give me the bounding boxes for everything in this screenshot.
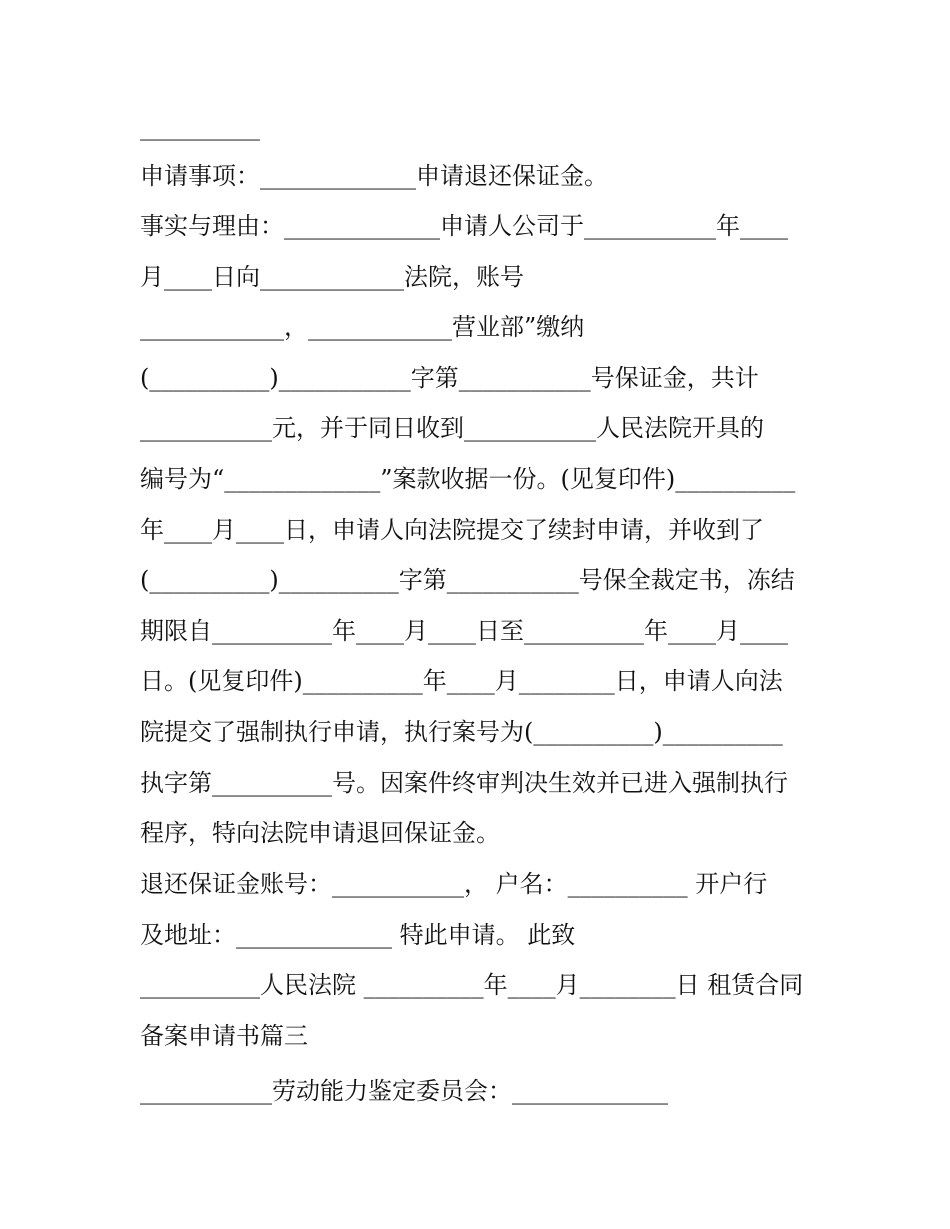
text-line-2: 申请事项：_____________申请退还保证金。 xyxy=(140,162,608,190)
text-line-1: __________ xyxy=(140,113,260,141)
text-line-15: 程序，特向法院申请退回保证金。 xyxy=(140,819,500,847)
text-line-10: (__________)__________字第___________号保全裁定书，冻结 xyxy=(140,566,795,594)
text-line-9: 年____月____日，申请人向法院提交了续封申请，并收到了 xyxy=(140,516,764,544)
text-line-7: ___________元，并于同日收到___________人民法院开具的 xyxy=(140,414,764,442)
text-line-14: 执字第__________号。因案件终审判决生效并已进入强制执行 xyxy=(140,769,788,797)
text-line-18: __________人民法院 __________年____月________日 租赁合同 xyxy=(140,971,804,999)
text-line-11: 期限自__________年____月____日至__________年____月____ xyxy=(140,617,788,645)
text-line-5: ____________，____________营业部”缴纳 xyxy=(140,313,585,341)
text-line-8: 编号为“_____________”案款收据一份。(见复印件)__________ xyxy=(140,465,796,493)
text-line-4: 月____日向____________法院，账号 xyxy=(140,263,524,291)
text-line-12: 日。(见复印件)__________年____月________日，申请人向法 xyxy=(140,667,783,695)
text-line-3: 事实与理由：_____________申请人公司于___________年____ xyxy=(140,212,788,240)
text-line-17: 及地址：_____________ 特此申请。 此致 xyxy=(140,921,576,949)
text-line-20: ___________劳动能力鉴定委员会：_____________ xyxy=(140,1077,668,1105)
text-line-16: 退还保证金账号：___________， 户名：__________ 开户行 xyxy=(140,870,768,898)
text-line-13: 院提交了强制执行申请，执行案号为(__________)__________ xyxy=(140,718,783,746)
text-line-6: (__________)___________字第___________号保证金，共计 xyxy=(140,364,759,392)
text-line-19: 备案申请书篇三 xyxy=(140,1022,308,1050)
